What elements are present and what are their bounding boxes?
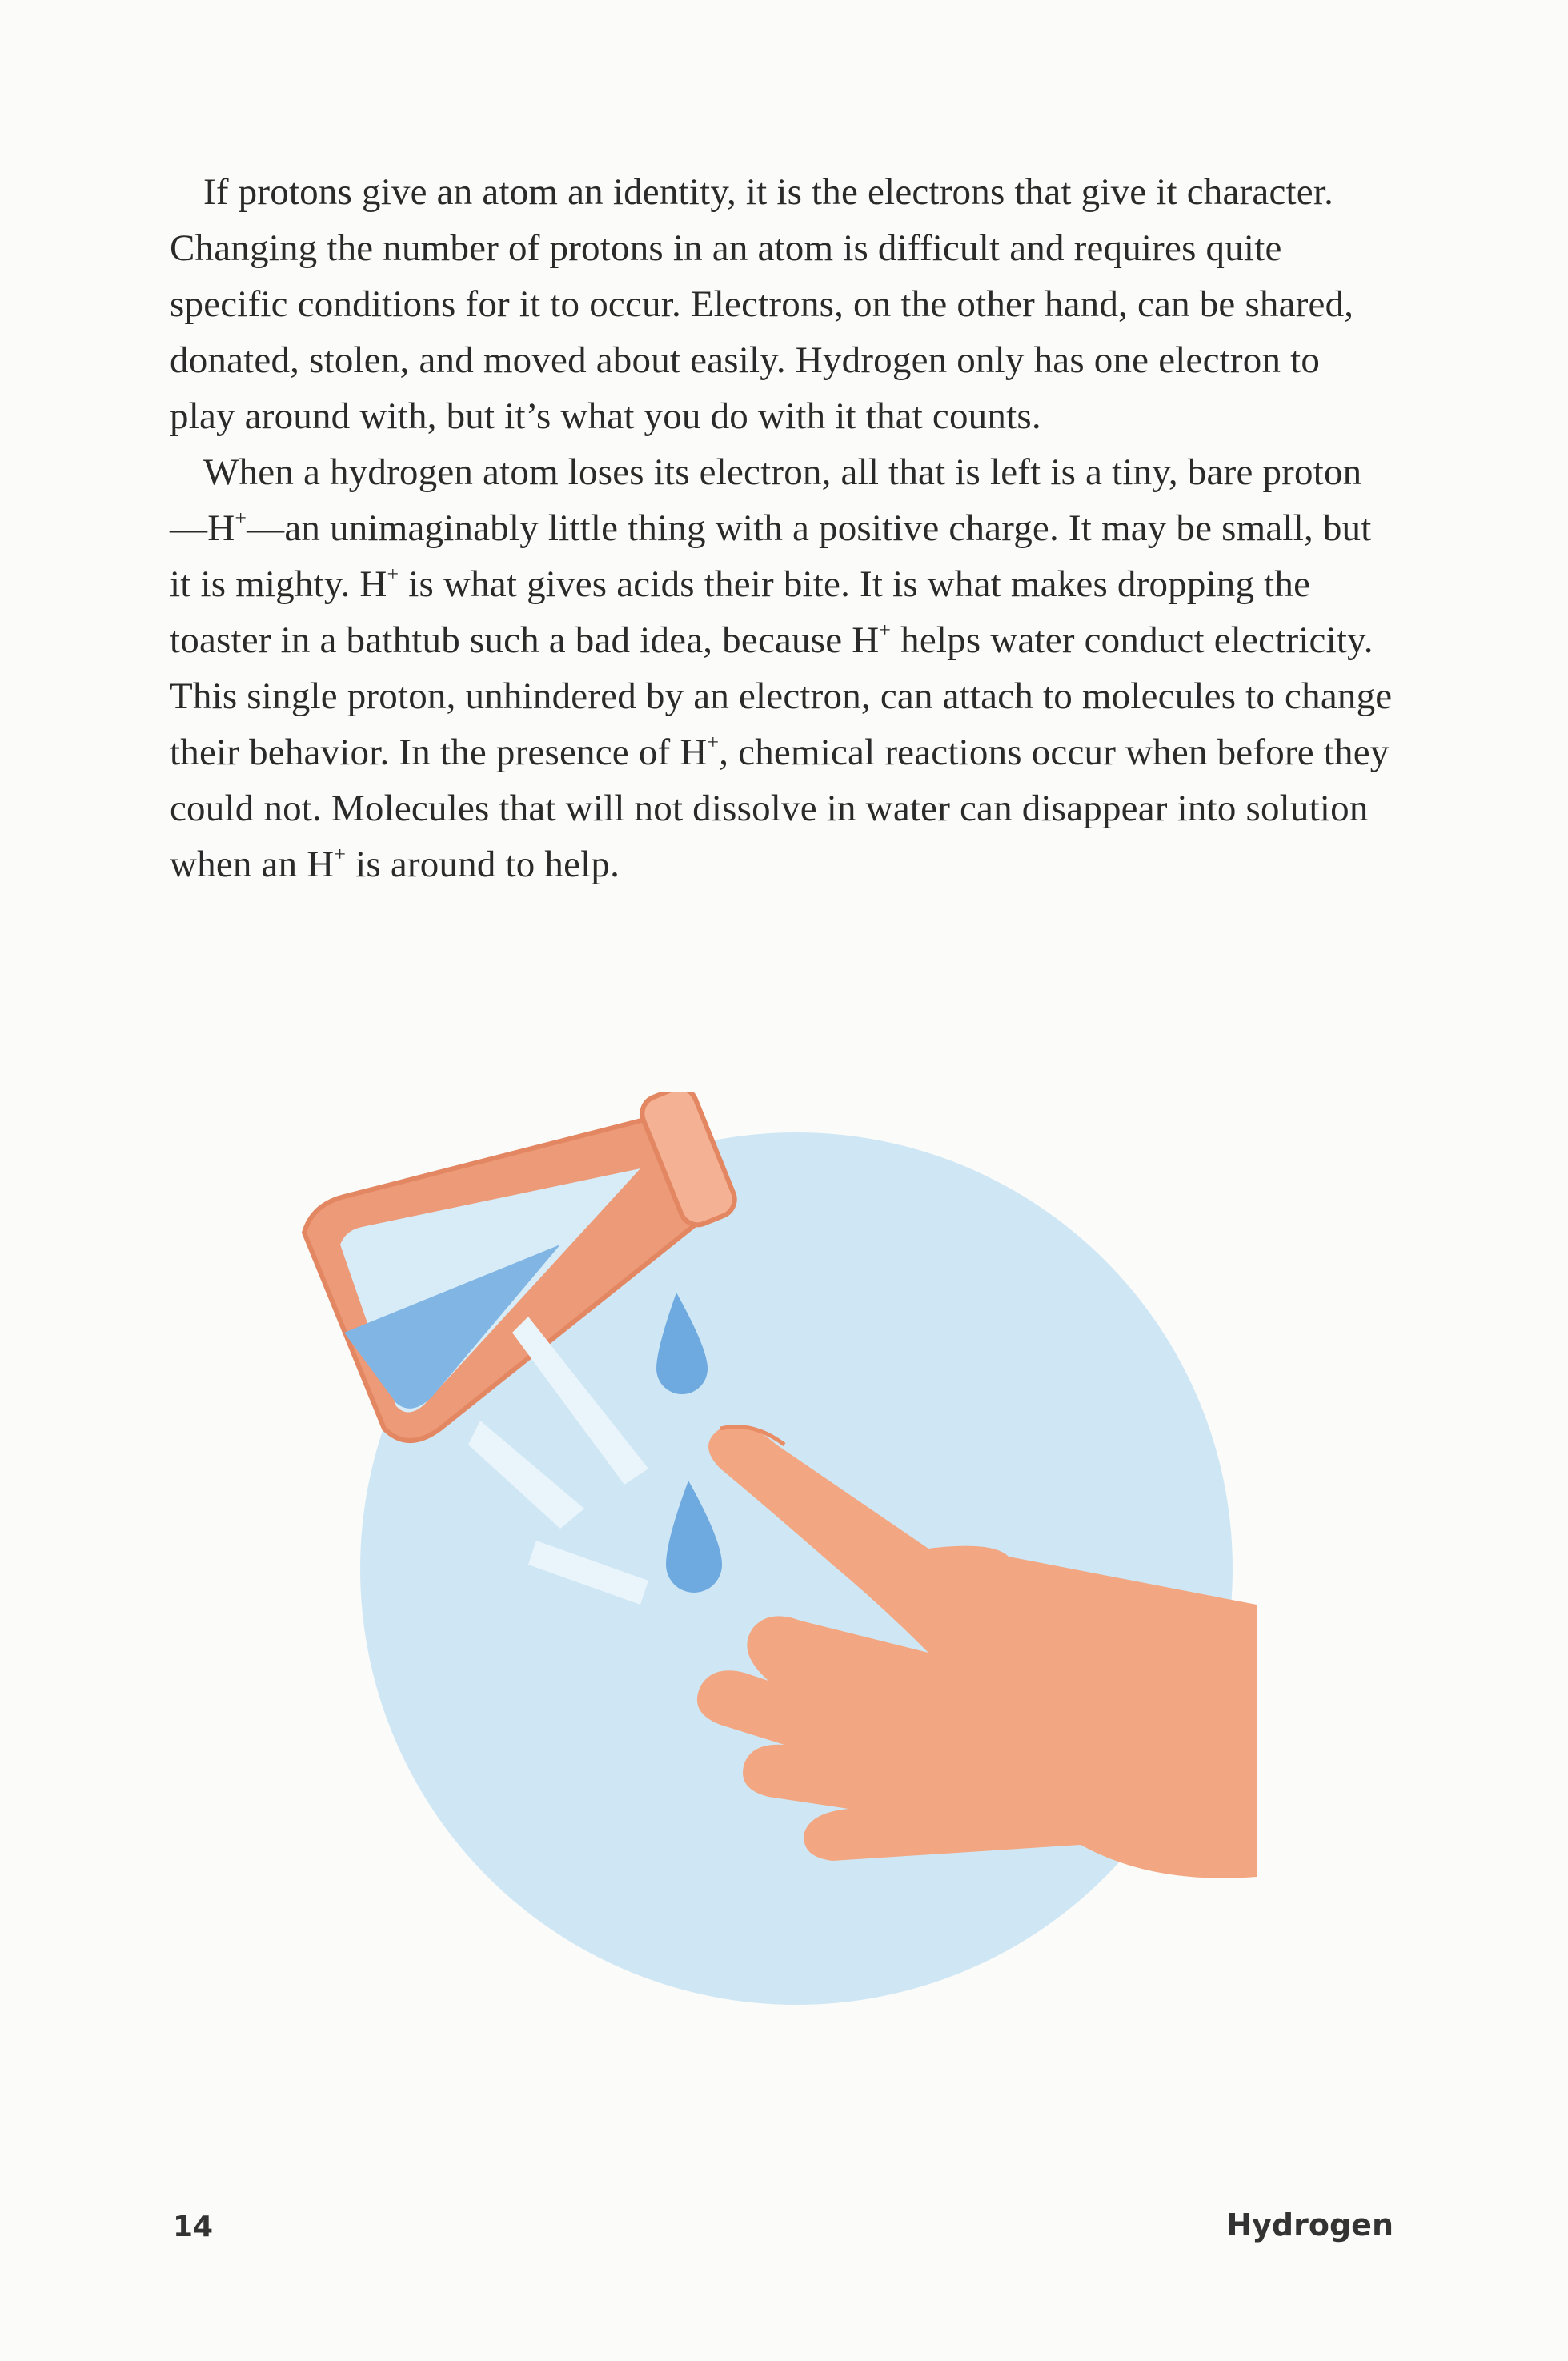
text-run: —an unimaginably little thing with a positive charge. It may be small, but it is mighty. H [170,507,1372,605]
body-text [170,164,1394,892]
page-number: 14 [173,2211,214,2243]
text-run: When a hydrogen atom loses its electron, all that is left is a tiny, bare proton—H [170,451,1362,549]
text-run: is around to help. [346,844,620,885]
superscript-plus: + [235,506,247,530]
acid-pouring-illustration [272,1092,1257,2013]
text-run: , chemical reactions occur when before they could not. Molecules that will not dissolve in water can disappear into solution when an H [170,732,1390,885]
text-run: is what gives acids their bite. It is what makes dropping the toaster in a bathtub such a bad idea, because H [170,563,1311,661]
running-footer-title: Hydrogen [1226,2207,1394,2243]
text-run: helps water conduct electricity. This single proton, unhindered by an electron, can attach to molecules to change their behavior. In the presence of H [170,619,1393,773]
superscript-plus: + [879,618,892,642]
superscript-plus: + [707,730,720,754]
paragraph-2 [170,444,1394,892]
superscript-plus: + [387,562,399,586]
paragraph-1-text: If protons give an atom an identity, it is the electrons that give it character. Changing the number of protons in an atom is difficult and requires quite specific conditions for it to occur. Electrons, on the other hand, can be shared, donated, stolen, and moved about easily. Hydrogen only has one electron to play around with, but it’s what you do with it that counts. [170,171,1354,437]
superscript-plus: + [334,842,347,866]
paragraph-1 [170,164,1394,444]
